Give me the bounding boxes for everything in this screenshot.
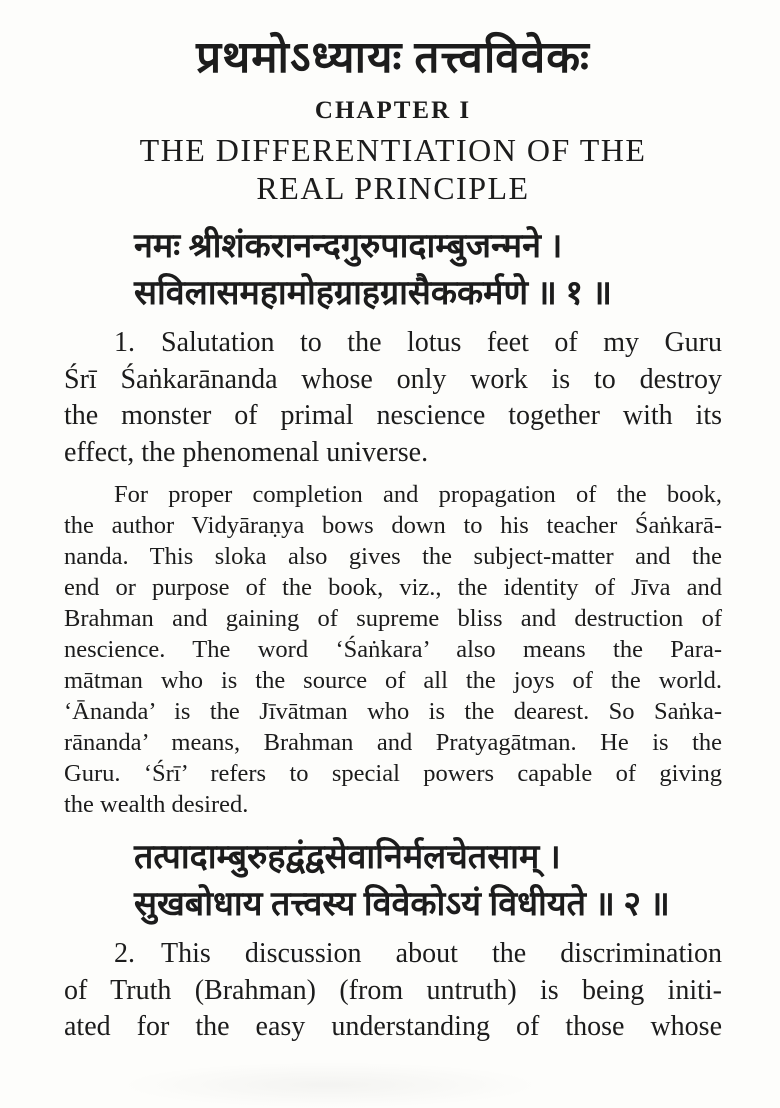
text-line: [64, 325, 722, 362]
translation-paragraph-2: [64, 936, 722, 1046]
text-line: nescience. The word ‘Śaṅkara’ also means the Para-: [64, 636, 722, 663]
chapter-label: CHAPTER I: [314, 97, 472, 124]
text-line: of Truth (Brahman) (from untruth) is being initi-: [64, 974, 722, 1006]
verse-2-line-1: तत्पादाम्बुरुहद्वंद्वसेवानिर्मलचेतसाम् ।: [134, 839, 561, 876]
text-line: For proper completion and propagation of the book,: [114, 481, 722, 508]
text-line: ated for the easy understanding of those whose: [64, 1011, 722, 1042]
sanskrit-verse-1: [134, 223, 722, 317]
text-line: [64, 936, 722, 973]
verse-2-line-2: सुखबोधाय तत्त्वस्य विवेकोऽयं विधीयते ॥ २ ॥: [134, 886, 670, 923]
text-line: rānanda’ means, Brahman and Pratyagātman. He is the: [64, 729, 722, 756]
text-line: end or purpose of the book, viz., the identity of Jīva and: [64, 574, 722, 601]
commentary-paragraph-1: [64, 479, 722, 820]
verse-1-line-2: सविलासमहामोहग्राहग्रासैककर्मणे ॥ १ ॥: [134, 275, 612, 312]
sanskrit-chapter-title: प्रथमोऽध्यायः तत्त्वविवेकः: [196, 33, 590, 82]
text-line: effect, the phenomenal universe.: [64, 436, 429, 468]
text-line: the wealth desired.: [64, 791, 249, 818]
text-line: the author Vidyāraṇya bows down to his teacher Śaṅkarā-: [64, 512, 722, 539]
translation-paragraph-1: [64, 325, 722, 471]
text-line: the monster of primal nescience together with its: [64, 400, 722, 431]
scan-smudge: [120, 1062, 540, 1108]
text-line-content: This discussion about the discrimination: [161, 938, 722, 969]
text-line: Guru. ‘Śrī’ refers to special powers capable of giving: [64, 760, 722, 787]
verse-1-line-1: नमः श्रीशंकरानन्दगुरुपादाम्बुजन्मने ।: [134, 228, 563, 265]
chapter-title: [64, 131, 722, 207]
text-line-content: Salutation to the lotus feet of my Guru: [161, 327, 722, 358]
verse-number: 2.: [114, 938, 135, 969]
sanskrit-verse-2: [134, 834, 722, 928]
text-line: Brahman and gaining of supreme bliss and destruction of: [64, 605, 722, 632]
verse-number: 1.: [114, 327, 135, 358]
text-line: nanda. This sloka also gives the subject-matter and the: [64, 543, 722, 570]
text-line: mātman who is the source of all the joys of the world.: [64, 667, 722, 694]
chapter-title-line-1: THE DIFFERENTIATION OF THE: [139, 132, 647, 168]
text-line: Śrī Śaṅkarānanda whose only work is to destroy: [64, 363, 722, 395]
chapter-title-line-2: REAL PRINCIPLE: [256, 170, 530, 206]
text-line: ‘Ānanda’ is the Jīvātman who is the dearest. So Saṅka-: [64, 698, 722, 725]
